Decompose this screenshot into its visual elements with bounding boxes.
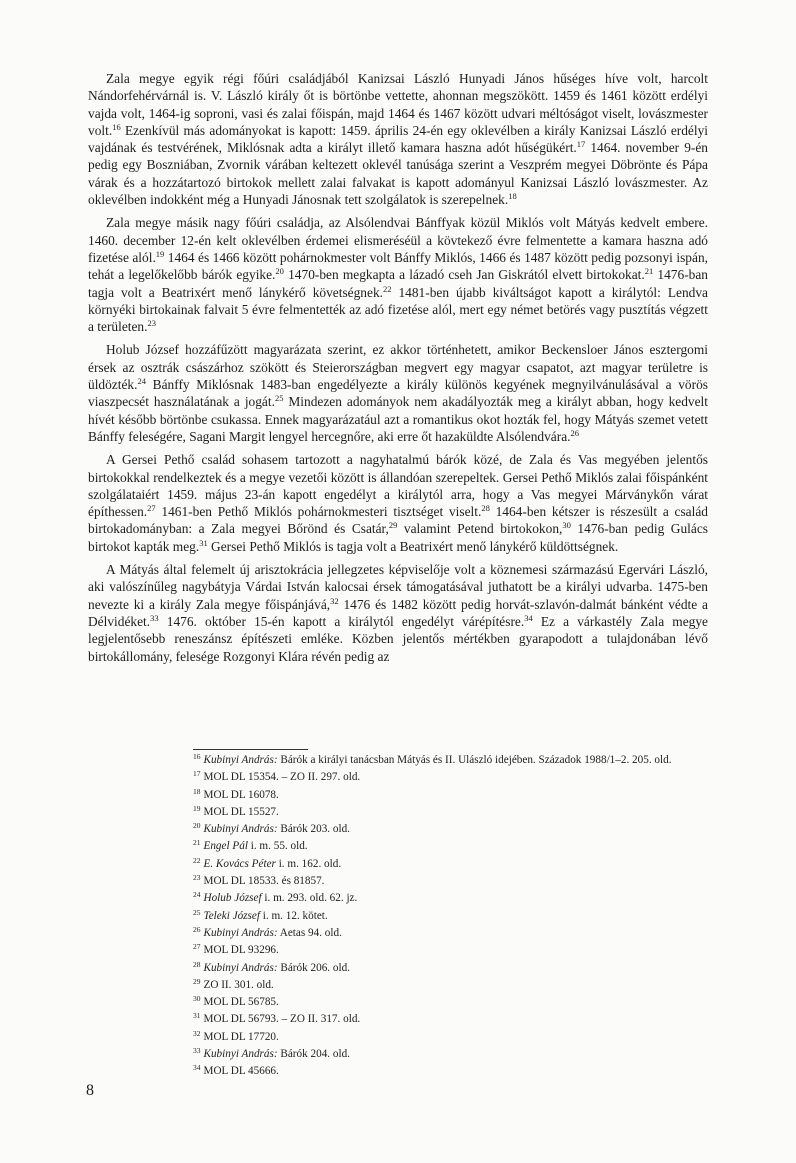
footnote-text: i. m. 55. old. xyxy=(247,840,308,853)
footnote xyxy=(193,838,713,855)
footnote-author: Kubinyi András: xyxy=(203,926,278,939)
footnote-author: Engel Pál xyxy=(203,840,248,853)
footnote-text: i. m. 12. kötet. xyxy=(259,909,328,922)
footnote-text: MOL DL 93296. xyxy=(203,944,279,957)
paragraph-text: 1481-ben újabb kiváltságot kapott a királytól: Lendva környéki birtokainak falvait 5 évre felmentették az adó fizetése alól, mert egy német betörés vagy pusztítás végzett a területen. xyxy=(88,284,708,335)
footnote-text: i. m. 293. old. 62. jz. xyxy=(261,892,358,905)
page-number: 8 xyxy=(86,1082,94,1099)
footnote-reference[interactable]: 31 xyxy=(199,537,208,548)
footnote-reference[interactable]: 33 xyxy=(150,612,159,623)
footnote-author: Kubinyi András: xyxy=(203,1048,278,1061)
paragraph-text: 1464-ben kétszer is részesült a család birtokadományban: a Zala megyei Bőrönd és Csatár, xyxy=(88,504,708,537)
paragraph-text: Zala megye egyik régi főúri családjából Kanizsai László Hunyadi János hűséges híve volt, harcolt Nándorfehérvárnál is. V. László király őt is börtönbe vettette, ahonnan megszökött. 1459 és 1461 között erdélyi vajda volt, 1464-ig soproni, vasi és zalai főispán, majd 1464 és 1467 között udvari méltóságot viselt, lovászmester volt. xyxy=(88,71,708,138)
paragraph-text: Ez a várkastély Zala megye legjelentősebb reneszánsz építészeti emléke. Közben jelentős mértékben gyarapodott a tulajdonában lévő birtokállomány, felesége Rozgonyi Klára révén pedig az xyxy=(88,613,708,664)
paragraph-text: 1464 és 1466 között pohárnokmester volt Bánffy Miklós, 1466 és 1487 között pedig pozsonyi ispán, tehát a legelőkelőbb bárók egyike. xyxy=(88,249,708,283)
footnote-reference[interactable]: 34 xyxy=(524,612,533,623)
footnote xyxy=(193,1029,713,1046)
footnote-reference[interactable]: 29 xyxy=(388,520,398,531)
footnote-number: 30 xyxy=(193,994,201,1004)
footnote-reference[interactable]: 26 xyxy=(570,427,579,438)
footnote-author: Teleki József xyxy=(203,909,260,922)
footnote-author: Kubinyi András: xyxy=(203,754,278,766)
footnote-author: Holub József xyxy=(203,892,262,905)
footnote-text: Aetas 94. old. xyxy=(277,926,342,939)
footnote xyxy=(193,890,713,907)
footnote-reference[interactable]: 30 xyxy=(562,520,571,531)
footnote xyxy=(193,856,713,873)
footnote-reference[interactable]: 23 xyxy=(147,318,156,329)
paragraph xyxy=(88,451,708,555)
footnote-text: Bárók 204. old. xyxy=(277,1048,350,1061)
paragraph-text: 1464. november 9-én pedig egy Boszniában, Zvornik várában keltezett oklevél tanúsága szerint a Veszprém megyei Döbrönte és Pápa várak és a hozzátartozó birtokok mellett zalai falvakat is kapott adományul Kanizsai László lovászmester. Az oklevélben indokként még a Hunyadi Jánosnak tett szolgálatok is szerepelnek. xyxy=(88,140,708,208)
footnote-reference[interactable]: 20 xyxy=(275,266,284,277)
footnote-text: MOL DL 15354. – ZO II. 297. old. xyxy=(203,771,361,784)
footnote-number: 26 xyxy=(193,924,201,934)
footnote xyxy=(193,873,713,890)
footnotes xyxy=(193,752,713,1081)
footnote-reference[interactable]: 21 xyxy=(644,266,654,277)
footnote-number: 27 xyxy=(193,942,201,952)
paragraph-text: 1476 és 1482 között pedig horvát-szlavón-dalmát bánként védte a Délvidéket. xyxy=(88,596,708,629)
footnote-number: 22 xyxy=(193,855,201,865)
paragraph-text: Ezenkívül más adományokat is kapott: 1459. április 24-én egy oklevélben a király Kanizsai László erdélyi vajdának és testvérének, Miklósnak adta a királyt illető kamara haszna adót hűségükért. xyxy=(88,122,708,156)
paragraph-text: Gersei Pethő Miklós is tagja volt a Beatrixért menő lánykérő küldöttségnek. xyxy=(207,538,619,554)
footnote-text: Bárók a királyi tanácsban Mátyás és II. Ulászló idejében. Századok 1988/1–2. 205. old. xyxy=(277,754,672,766)
footnote-reference[interactable]: 22 xyxy=(383,283,392,294)
footnote xyxy=(193,1063,713,1080)
footnote xyxy=(193,994,713,1011)
paragraph xyxy=(88,214,708,335)
footnote-author: Kubinyi András: xyxy=(203,823,278,836)
footnote-number: 33 xyxy=(193,1046,201,1056)
footnote-number: 21 xyxy=(193,838,201,848)
footnote-reference[interactable]: 27 xyxy=(147,503,156,514)
footnote-text: Bárók 206. old. xyxy=(277,961,350,974)
footnote xyxy=(193,960,713,977)
footnote-text: MOL DL 56793. – ZO II. 317. old. xyxy=(203,1013,361,1026)
footnote xyxy=(193,977,713,994)
footnote-number: 24 xyxy=(193,890,201,900)
footnote xyxy=(193,821,713,838)
paragraph-text: A Gersei Pethő család sohasem tartozott a nagyhatalmú bárók közé, de Zala és Vas megyében jelentős birtokokkal rendelkeztek és a megye vezetői között is állandóan szerepeltek. Gersei Pethő Miklós zalai főispánként szolgálataiért 1459. május 23-án kapott engedélyt a királytól arra, hogy a Vas megyei Márványkőn várat építhessen. xyxy=(88,452,708,520)
paragraph xyxy=(88,70,708,208)
footnote-reference[interactable]: 32 xyxy=(330,595,339,606)
footnote-separator xyxy=(193,749,308,750)
footnote-text: i. m. 162. old. xyxy=(275,857,342,870)
paragraph-text: Holub József hozzáfűzött magyarázata szerint, ez akkor történhetett, amikor Beckensloer János esztergomi érsek az osztrák császárhoz szökött és Steierországban megvert egy magyar csapatot, azt magyar területre is üldözték. xyxy=(88,342,708,393)
body-text xyxy=(88,70,708,671)
footnote-reference[interactable]: 16 xyxy=(112,121,121,132)
paragraph-text: 1476. október 15-én kapott a királytól engedélyt várépítésre. xyxy=(158,613,525,629)
footnote-text: MOL DL 16078. xyxy=(203,788,279,801)
paragraph-text: 1470-ben megkapta a lázadó cseh Jan Giskrától elvett birtokokat. xyxy=(283,267,645,283)
footnote-number: 19 xyxy=(193,803,201,813)
footnote-reference[interactable]: 17 xyxy=(576,139,586,150)
footnote-text: MOL DL 17720. xyxy=(203,1030,279,1043)
footnote xyxy=(193,942,713,959)
footnote-reference[interactable]: 25 xyxy=(274,393,284,404)
footnote-number: 29 xyxy=(193,976,201,986)
footnote-number: 23 xyxy=(193,873,201,883)
footnote xyxy=(193,804,713,821)
footnote-reference[interactable]: 19 xyxy=(155,248,165,259)
paragraph-text: 1476-ban pedig Gulács birtokot kapták meg. xyxy=(88,521,708,554)
footnote-text: MOL DL 18533. és 81857. xyxy=(203,875,325,888)
paragraph-text: Mindezen adományok nem akadályozták meg a királyt abban, hogy kedvelt hívét később börtönbe csukassa. Ennek magyarázatául azt a romantikus okot hozták fel, hogy Mátyás szemet vetett Bánffy feleségére, Sagani Margit lengyel hercegnőre, aki erre őt hazaküldte Alsólendvára. xyxy=(88,394,708,444)
paragraph-text: valamint Petend birtokokon, xyxy=(397,521,563,537)
footnote-author: Kubinyi András: xyxy=(203,961,278,974)
footnote-number: 28 xyxy=(193,959,201,969)
footnote xyxy=(193,769,713,786)
footnote-reference[interactable]: 28 xyxy=(481,503,490,514)
paragraph-text: 1476-ban tagja volt a Beatrixért menő lánykérő követségnek. xyxy=(88,267,708,300)
footnote-text: MOL DL 56785. xyxy=(203,996,279,1009)
footnote xyxy=(193,787,713,804)
footnote-number: 18 xyxy=(193,786,201,796)
footnote-number: 16 xyxy=(193,752,201,761)
footnote xyxy=(193,1011,713,1028)
footnote-text: Bárók 203. old. xyxy=(277,823,350,836)
footnote-text: MOL DL 15527. xyxy=(203,805,279,818)
footnote-reference[interactable]: 18 xyxy=(508,191,517,202)
footnote xyxy=(193,908,713,925)
footnote-number: 17 xyxy=(193,769,201,779)
paragraph-text: Bánffy Miklósnak 1483-ban engedélyezte a király különös kegyének megnyilvánulásával a vörös viaszpecsét használatának a jogát. xyxy=(88,377,708,410)
footnote-author: E. Kovács Péter xyxy=(203,857,276,870)
footnote-number: 31 xyxy=(193,1011,201,1021)
footnote-number: 25 xyxy=(193,907,201,917)
paragraph-text: Zala megye másik nagy főúri családja, az Alsólendvai Bánffyak közül Miklós volt Mátyás kedvelt embere. 1460. december 12-én kelt oklevélben érdemei elismeréséül a kövtekező évre felmentette a kamara haszna adó fizetése alól. xyxy=(88,215,708,265)
paragraph xyxy=(88,561,708,665)
paragraph xyxy=(88,341,708,445)
footnote-number: 34 xyxy=(193,1063,201,1073)
footnote xyxy=(193,1046,713,1063)
footnote-text: ZO II. 301. old. xyxy=(203,978,274,991)
paragraph-text: A Mátyás által felemelt új arisztokrácia jellegzetes képviselője volt a köznemesi származású Egervári László, aki valószínűleg nagybátyja Várdai István kalocsai érsek támogatásával juthatott be a királyi udvarba. 1475-ben nevezte ki a király Zala megye főispánjává, xyxy=(88,562,708,612)
footnote-text: MOL DL 45666. xyxy=(203,1065,279,1078)
footnote-number: 20 xyxy=(193,821,201,831)
footnote-number: 32 xyxy=(193,1028,201,1038)
footnote xyxy=(193,925,713,942)
footnote xyxy=(193,752,713,769)
footnote-reference[interactable]: 24 xyxy=(137,376,146,387)
paragraph-text: 1461-ben Pethő Miklós pohárnokmesteri tisztséget viselt. xyxy=(155,504,482,520)
